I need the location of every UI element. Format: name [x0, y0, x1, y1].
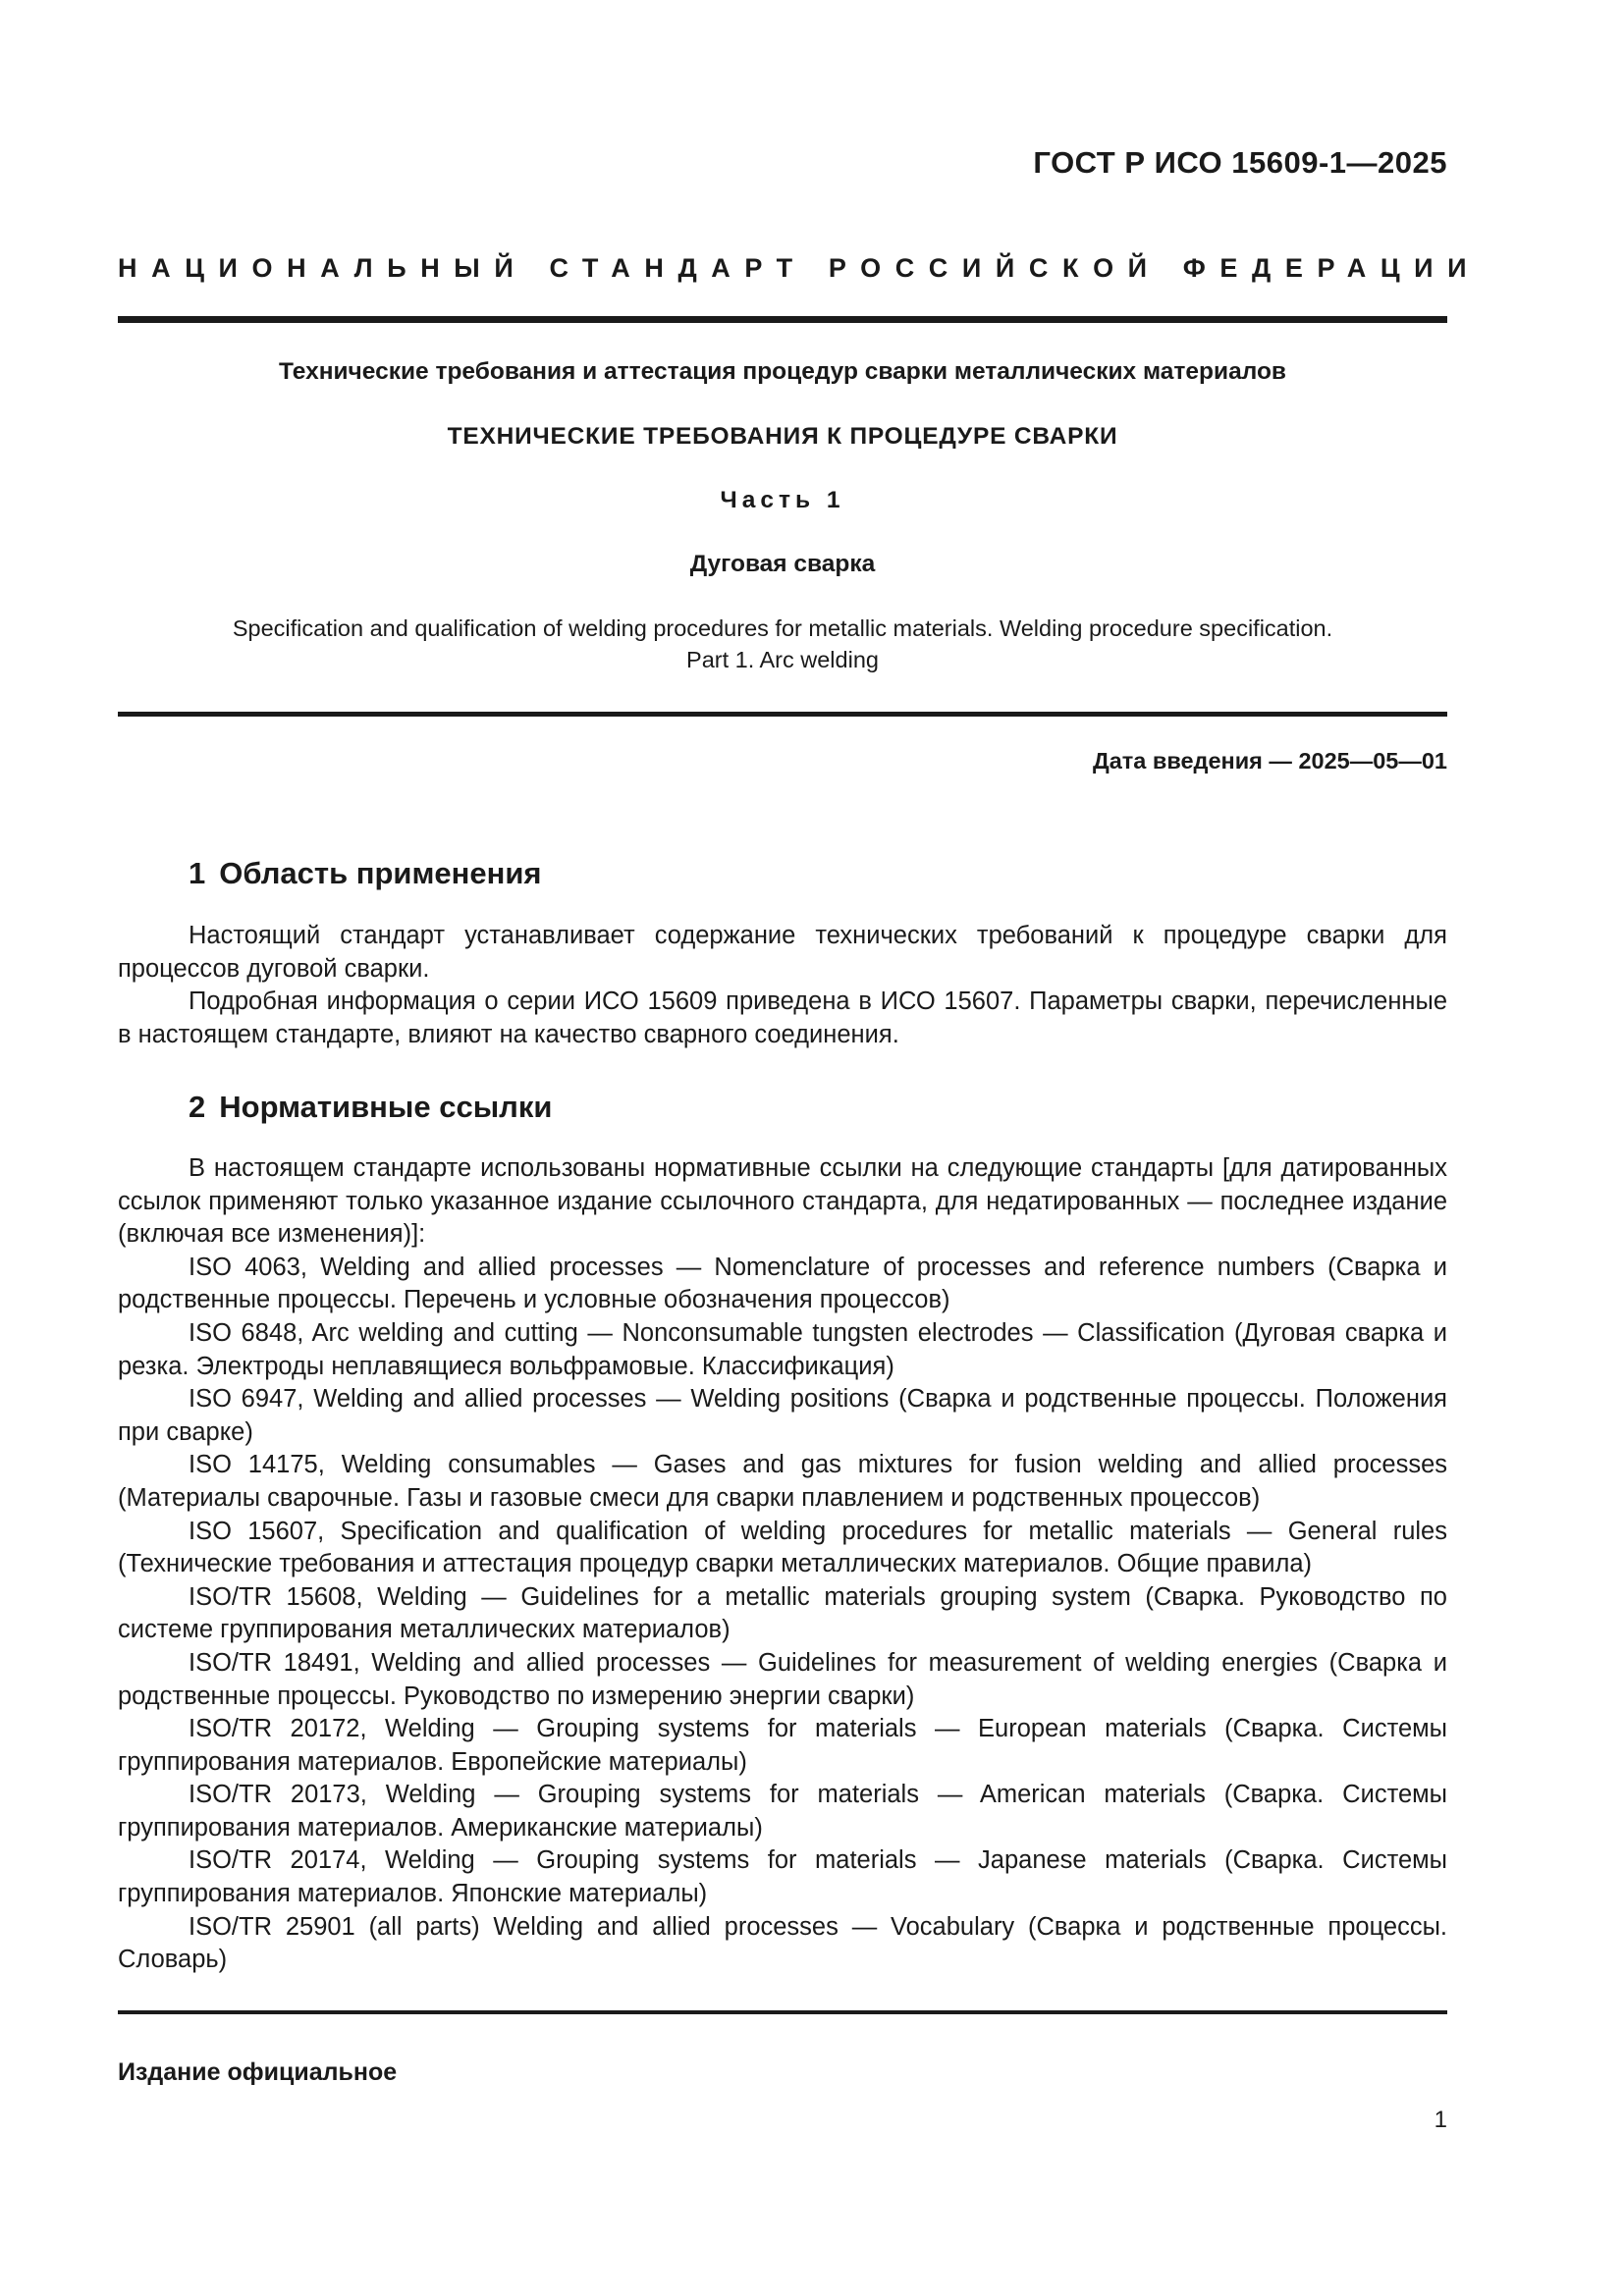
paragraph: В настоящем стандарте использованы нормативные ссылки на следующие стандарты [для датированных ссылок применяют только указанное издание ссылочного стандарта, для недатированных — последнее издание (включая все изменения)]:: [118, 1154, 1447, 1249]
english-title-line-2: Part 1. Arc welding: [686, 647, 879, 672]
introduction-date: Дата введения — 2025—05—01: [1092, 748, 1447, 774]
english-title: [118, 613, 1447, 675]
paragraph: Настоящий стандарт устанавливает содержание технических требований к процедуре сварки для процессов дуговой сварки.: [118, 922, 1447, 983]
reference-item: ISO 15607, Specification and qualification of welding procedures for metallic materials — General rules (Технические требования и аттестация процедур сварки металлических материалов. Общие правила): [118, 1517, 1447, 1578]
official-edition-label: Издание официальное: [118, 2058, 398, 2086]
section-2-heading: [189, 1090, 552, 1125]
section-1-body: [118, 920, 1447, 1051]
reference-item: ISO 6848, Arc welding and cutting — Nonconsumable tungsten electrodes — Classification (Дуговая сварка и резка. Электроды неплавящиеся вольфрамовые. Классификация): [118, 1318, 1447, 1380]
section-2-number: 2: [189, 1090, 206, 1124]
reference-item: ISO 6947, Welding and allied processes — Welding positions (Сварка и родственные процессы. Положения при сварке): [118, 1385, 1447, 1446]
section-2-body: [118, 1152, 1447, 1977]
section-2-title: Нормативные ссылки: [219, 1090, 553, 1124]
reference-item: ISO/TR 20173, Welding — Grouping systems for materials — American materials (Сварка. Системы группирования материалов. Американские материалы): [118, 1781, 1447, 1842]
reference-item: ISO/TR 18491, Welding and allied processes — Guidelines for measurement of welding energies (Сварка и родственные процессы. Руководство по измерению энергии сварки): [118, 1648, 1447, 1710]
document-title: Технические требования и аттестация процедур сварки металлических материалов: [279, 358, 1286, 385]
english-title-line-1: Specification and qualification of welding procedures for metallic materials. Welding procedure specification.: [232, 615, 1333, 641]
paragraph: Подробная информация о серии ИСО 15609 приведена в ИСО 15607. Параметры сварки, перечисленные в настоящем стандарте, влияют на качество сварного соединения.: [118, 988, 1447, 1048]
section-1-heading: [189, 856, 542, 891]
page-number: 1: [1434, 2107, 1447, 2133]
reference-item: ISO/TR 20172, Welding — Grouping systems for materials — European materials (Сварка. Системы группирования материалов. Европейские материалы): [118, 1715, 1447, 1776]
document-subtitle: ТЕХНИЧЕСКИЕ ТРЕБОВАНИЯ К ПРОЦЕДУРЕ СВАРКИ: [447, 423, 1118, 450]
reference-item: ISO/TR 20174, Welding — Grouping systems for materials — Japanese materials (Сварка. Системы группирования материалов. Японские материалы): [118, 1846, 1447, 1908]
document-part-name: Дуговая сварка: [689, 551, 876, 577]
reference-item: ISO/TR 15608, Welding — Guidelines for a metallic materials grouping system (Сварка. Руководство по системе группирования металлических материалов): [118, 1582, 1447, 1644]
section-1-number: 1: [189, 856, 206, 890]
document-part: Часть 1: [720, 487, 845, 513]
footer-divider: [118, 2010, 1447, 2014]
section-1-title: Область применения: [219, 856, 542, 890]
reference-item: ISO 4063, Welding and allied processes — Nomenclature of processes and reference numbers (Сварка и родственные процессы. Перечень и условные обозначения процессов): [118, 1253, 1447, 1314]
national-standard-banner: НАЦИОНАЛЬНЫЙ СТАНДАРТ РОССИЙСКОЙ ФЕДЕРАЦИИ: [118, 253, 1482, 283]
standard-id: ГОСТ Р ИСО 15609-1—2025: [1033, 145, 1447, 180]
title-divider: [118, 712, 1447, 717]
document-page: [118, 0, 1482, 2296]
reference-item: ISO/TR 25901 (all parts) Welding and allied processes — Vocabulary (Сварка и родственные процессы. Словарь): [118, 1912, 1447, 1974]
header-divider: [118, 316, 1447, 323]
reference-item: ISO 14175, Welding consumables — Gases and gas mixtures for fusion welding and allied processes (Материалы сварочные. Газы и газовые смеси для сварки плавлением и родственных процессов): [118, 1451, 1447, 1512]
